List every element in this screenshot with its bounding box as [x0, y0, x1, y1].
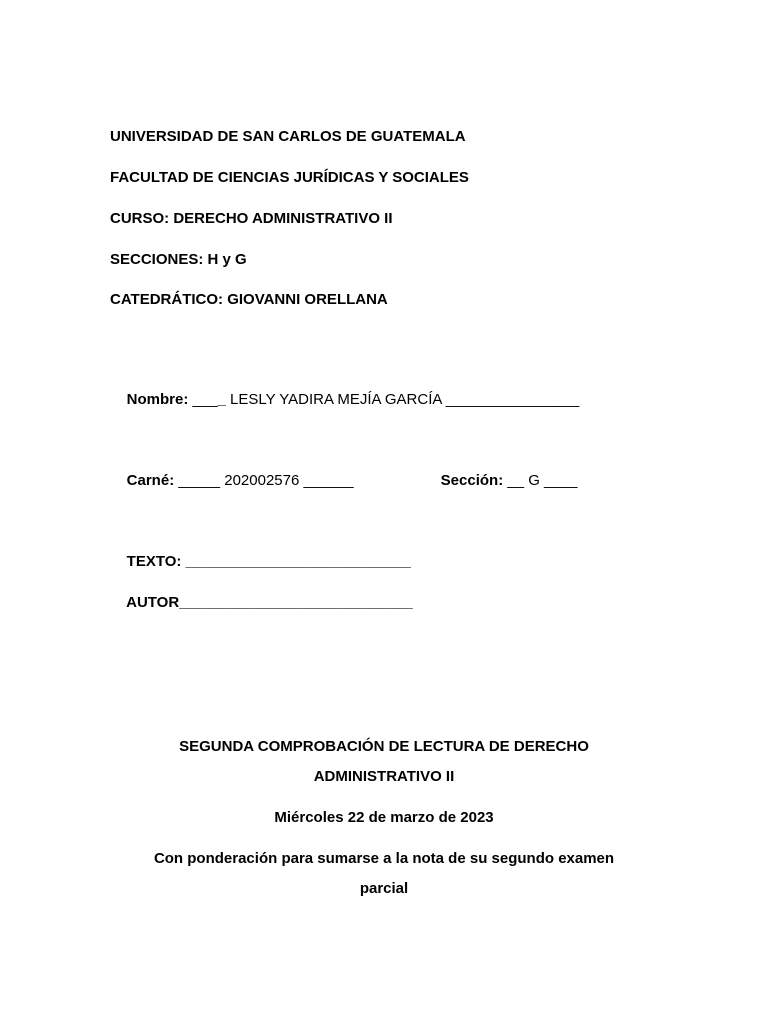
name-blank-pre-bold: _ — [217, 391, 226, 408]
author-label: AUTOR — [126, 594, 180, 611]
student-name-line — [110, 373, 579, 427]
text-label: TEXTO: — [126, 553, 186, 570]
name-blank-pre: ___ — [188, 391, 218, 408]
professor-heading: CATEDRÁTICO: GIOVANNI ORELLANA — [110, 291, 388, 308]
name-label: Nombre: — [126, 391, 189, 408]
exam-title-line1: SEGUNDA COMPROBACIÓN DE LECTURA DE DERECHO — [179, 738, 589, 755]
carne-line — [110, 454, 354, 508]
text-blank: ___________________________ — [185, 553, 411, 570]
university-heading: UNIVERSIDAD DE SAN CARLOS DE GUATEMALA — [110, 128, 466, 145]
faculty-heading: FACULTAD DE CIENCIAS JURÍDICAS Y SOCIALES — [110, 169, 469, 186]
name-value: LESLY YADIRA MEJÍA GARCÍA ________________ — [225, 391, 580, 408]
section-label: Sección: — [440, 472, 504, 489]
section-value: __ G ____ — [503, 472, 578, 489]
carne-value: _____ 202002576 ______ — [174, 472, 354, 489]
exam-note-line2: parcial — [359, 880, 409, 897]
exam-note-line1: Con ponderación para sumarse a la nota de su segundo examen — [153, 850, 615, 867]
author-blank: ____________________________ — [179, 594, 413, 611]
carne-label: Carné: — [126, 472, 175, 489]
exam-title-line2: ADMINISTRATIVO II — [313, 768, 455, 785]
author-line — [110, 576, 413, 630]
exam-date: Miércoles 22 de marzo de 2023 — [274, 809, 494, 826]
sections-heading: SECCIONES: H y G — [110, 251, 247, 268]
course-heading: CURSO: DERECHO ADMINISTRATIVO II — [110, 210, 393, 227]
section-line — [424, 454, 577, 508]
